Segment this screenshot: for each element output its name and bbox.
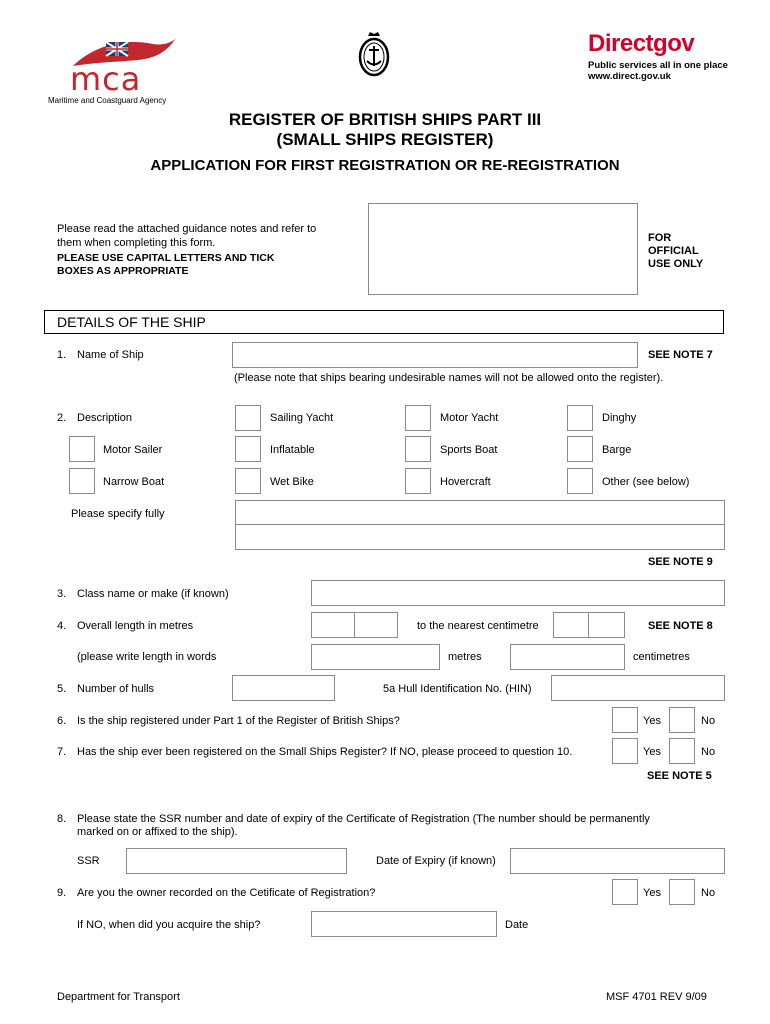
q8-number: 8. [57,813,67,825]
q7-no-checkbox[interactable] [669,738,695,764]
instruction-text-2: them when completing this form. [57,237,216,249]
class-name-input[interactable] [311,580,725,606]
hin-label: 5a Hull Identification No. (HIN) [383,683,532,695]
length-words-label: (please write length in words [77,651,217,663]
expiry-label: Date of Expiry (if known) [376,855,496,867]
directgov-tagline: Public services all in one place [588,60,728,71]
instruction-text-1: Please read the attached guidance notes and refer to [57,223,317,235]
q5-number: 5. [57,683,67,695]
q3-label: Class name or make (if known) [77,588,229,600]
option-sailing-yacht: Sailing Yacht [270,412,334,424]
q7-yes-checkbox[interactable] [612,738,638,764]
checkbox-motor-yacht[interactable] [405,405,431,431]
length-metres-words-input[interactable] [311,644,440,670]
q2-note: SEE NOTE 9 [648,556,713,568]
q6-no-checkbox[interactable] [669,707,695,733]
option-other: Other (see below) [602,476,690,488]
checkbox-narrow-boat[interactable] [69,468,95,494]
q4-note: SEE NOTE 8 [648,620,713,632]
length-cm-digit-2[interactable] [588,612,625,638]
q3-number: 3. [57,588,67,600]
official-line-2: OFFICIAL [648,245,699,257]
directgov-logo [588,30,738,82]
q9-label: Are you the owner recorded on the Cetificate of Registration? [77,887,376,899]
q4-label: Overall length in metres [77,620,194,632]
q9-no-label: No [701,887,716,899]
q1-label: Name of Ship [77,349,144,361]
acquire-date-input[interactable] [311,911,497,937]
nearest-centimetre-label: to the nearest centimetre [417,620,539,632]
crest-emblem [356,30,392,81]
length-cm-digit-1[interactable] [553,612,589,638]
checkbox-other[interactable] [567,468,593,494]
q6-yes-label: Yes [643,715,661,727]
specify-label: Please specify fully [71,508,165,520]
directgov-url: www.direct.gov.uk [588,71,671,82]
q8-line-2: marked on or affixed to the ship). [77,826,238,838]
directgov-wordmark: Directgov [588,30,695,57]
title-line-2: (SMALL SHIPS REGISTER) [276,130,494,149]
section-title: DETAILS OF THE SHIP [57,314,206,330]
date-label: Date [505,919,529,931]
q9-yes-label: Yes [643,887,661,899]
checkbox-sports-boat[interactable] [405,436,431,462]
checkbox-motor-sailer[interactable] [69,436,95,462]
q7-number: 7. [57,746,67,758]
q5-label: Number of hulls [77,683,155,695]
option-dinghy: Dinghy [602,412,637,424]
q4-number: 4. [57,620,67,632]
mca-logo-text: mca [70,60,142,98]
hulls-input[interactable] [232,675,335,701]
q9-number: 9. [57,887,67,899]
option-motor-sailer: Motor Sailer [103,444,163,456]
official-line-1: FOR [648,232,672,244]
q9-no-checkbox[interactable] [669,879,695,905]
q2-label: Description [77,412,133,424]
instruction-bold-1: PLEASE USE CAPITAL LETTERS AND TICK [57,252,275,264]
length-metres-digit-1[interactable] [311,612,355,638]
option-barge: Barge [602,444,632,456]
q7-no-label: No [701,746,716,758]
option-sports-boat: Sports Boat [440,444,498,456]
q9-yes-checkbox[interactable] [612,879,638,905]
title-line-3: APPLICATION FOR FIRST REGISTRATION OR RE-REGISTRATION [150,157,620,174]
ship-name-input[interactable] [232,342,638,368]
specify-input-line-1[interactable] [235,500,725,525]
footer-form-ref: MSF 4701 REV 9/09 [606,991,707,1003]
centimetres-label: centimetres [633,651,690,663]
checkbox-hovercraft[interactable] [405,468,431,494]
official-line-3: USE ONLY [648,258,704,270]
option-inflatable: Inflatable [270,444,315,456]
mca-agency-name: Maritime and Coastguard Agency [48,96,167,105]
title-line-1: REGISTER OF BRITISH SHIPS PART III [228,110,542,129]
q1-note: SEE NOTE 7 [648,349,713,361]
length-cm-words-input[interactable] [510,644,625,670]
hin-input[interactable] [551,675,725,701]
option-motor-yacht: Motor Yacht [440,412,499,424]
instruction-bold-2: BOXES AS APPROPRIATE [57,265,189,277]
q6-label: Is the ship registered under Part 1 of the Register of British Ships? [77,715,400,727]
q6-number: 6. [57,715,67,727]
checkbox-sailing-yacht[interactable] [235,405,261,431]
official-use-box[interactable] [368,203,638,295]
ssr-label: SSR [77,855,100,867]
q7-yes-label: Yes [643,746,661,758]
checkbox-inflatable[interactable] [235,436,261,462]
q1-number: 1. [57,349,67,361]
metres-label: metres [448,651,482,663]
q6-no-label: No [701,715,716,727]
section-header [44,310,724,334]
specify-input-line-2[interactable] [235,524,725,550]
checkbox-barge[interactable] [567,436,593,462]
q7-note: SEE NOTE 5 [647,770,712,782]
option-narrow-boat: Narrow Boat [103,476,165,488]
option-wet-bike: Wet Bike [270,476,314,488]
q1-hint: (Please note that ships bearing undesirable names will not be allowed onto the register). [234,372,664,384]
q8-line-1: Please state the SSR number and date of expiry of the Certificate of Registration (The number should be permanently [77,813,650,825]
q6-yes-checkbox[interactable] [612,707,638,733]
length-metres-digit-2[interactable] [354,612,398,638]
option-hovercraft: Hovercraft [440,476,491,488]
mca-logo [48,36,188,108]
checkbox-dinghy[interactable] [567,405,593,431]
footer-department: Department for Transport [57,991,180,1003]
anchor-crest-icon [356,30,392,78]
q7-label: Has the ship ever been registered on the Small Ships Register? If NO, please proceed to question 10. [77,746,573,758]
checkbox-wet-bike[interactable] [235,468,261,494]
expiry-input[interactable] [510,848,725,874]
ssr-input[interactable] [126,848,347,874]
q2-number: 2. [57,412,67,424]
acquire-label: If NO, when did you acquire the ship? [77,919,261,931]
